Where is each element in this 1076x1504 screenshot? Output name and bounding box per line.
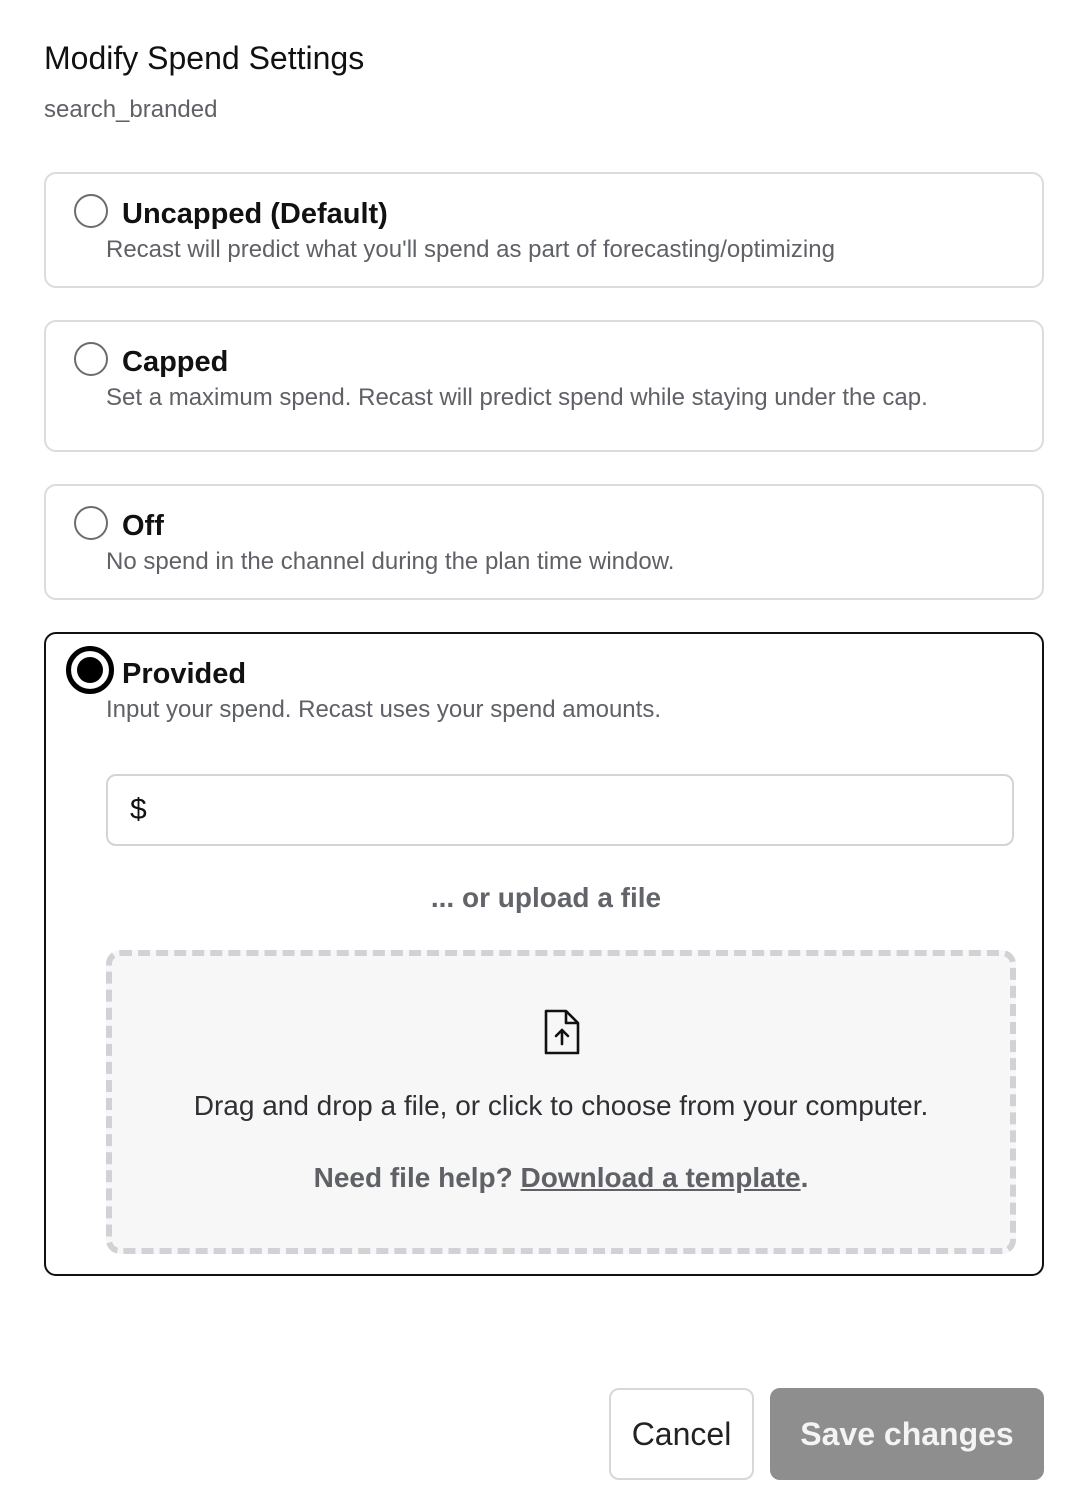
option-uncapped[interactable] xyxy=(44,172,1044,288)
option-label: Provided xyxy=(122,658,247,690)
file-help-prefix: Need file help? xyxy=(313,1162,521,1193)
uncapped-radio[interactable] xyxy=(74,194,108,228)
option-capped[interactable] xyxy=(44,320,1044,452)
or-upload-label: ... or upload a file xyxy=(430,882,662,913)
off-radio[interactable] xyxy=(74,506,108,540)
download-template-link[interactable]: Download a template xyxy=(520,1162,801,1193)
file-help xyxy=(112,1162,1010,1194)
option-label: Off xyxy=(122,510,164,542)
file-upload-icon xyxy=(542,1008,582,1056)
cancel-button[interactable]: Cancel xyxy=(609,1388,754,1480)
option-label: Capped xyxy=(122,346,229,378)
file-help-suffix: . xyxy=(800,1162,809,1193)
option-off[interactable] xyxy=(44,484,1044,600)
capped-radio[interactable] xyxy=(74,342,108,376)
option-provided[interactable] xyxy=(44,632,1044,1276)
option-description: Recast will predict what you'll spend as part of forecasting/optimizing xyxy=(106,236,835,263)
save-changes-button[interactable]: Save changes xyxy=(770,1388,1044,1480)
option-description: Input your spend. Recast uses your spend amounts. xyxy=(106,696,661,723)
dropzone-instructions: Drag and drop a file, or click to choose from your computer. xyxy=(193,1090,929,1121)
dialog-subtitle: search_branded xyxy=(44,96,218,123)
provided-radio[interactable] xyxy=(66,646,114,694)
spend-amount-field[interactable] xyxy=(106,774,1014,846)
currency-symbol: $ xyxy=(130,793,147,826)
option-description: No spend in the channel during the plan time window. xyxy=(106,548,675,575)
option-label: Uncapped (Default) xyxy=(122,198,388,230)
option-description: Set a maximum spend. Recast will predict spend while staying under the cap. xyxy=(106,384,928,411)
file-dropzone[interactable] xyxy=(106,950,1016,1254)
spend-amount-input[interactable] xyxy=(155,776,1012,844)
dialog-title: Modify Spend Settings xyxy=(44,40,365,76)
